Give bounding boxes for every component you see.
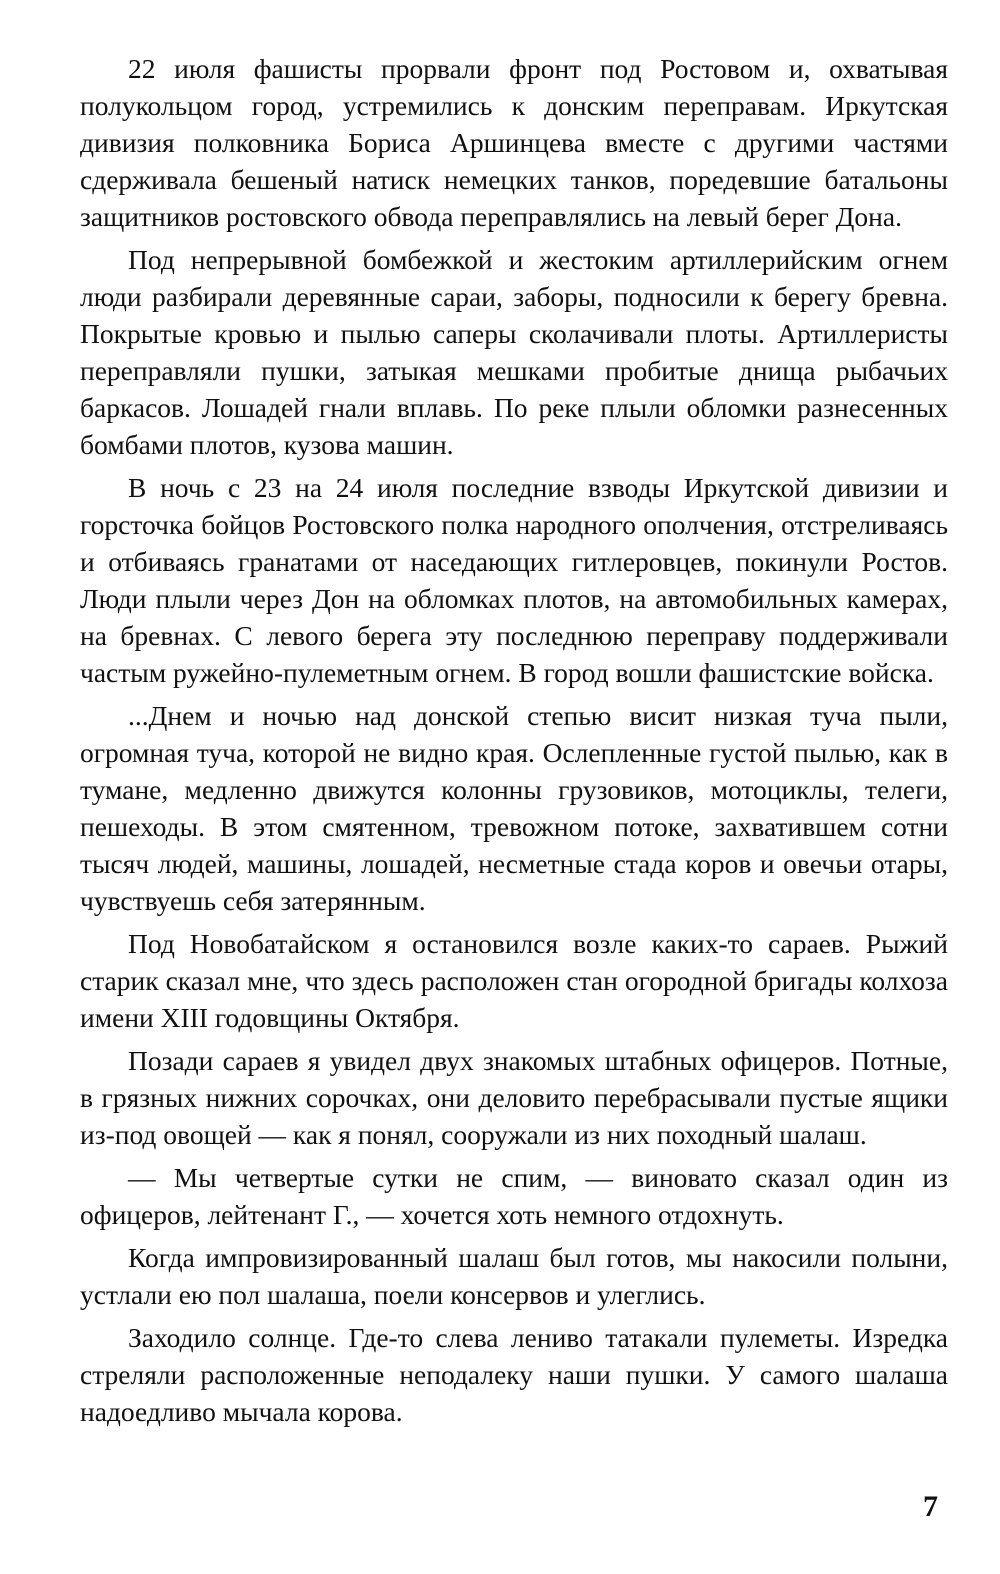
book-page-text xyxy=(80,50,948,1436)
page-number: 7 xyxy=(923,1490,938,1523)
paragraph-3: В ночь с 23 на 24 июля последние взводы Иркутской дивизии и горсточка бойцов Ростовского полка народного ополчения, отстреливаясь и отбиваясь гранатами от наседающих гитлеровцев, покинули Ростов. Люди плыли через Дон на обломках плотов, на автомобильных камерах, на бревнах. С левого берега эту последнюю переправу поддерживали частым ружейно-пулеметным огнем. В город вошли фашистские войска. xyxy=(80,472,948,688)
paragraph-5: Под Новобатайском я остановился возле каких-то сараев. Рыжий старик сказал мне, что здесь расположен стан огородной бригады колхоза имени XIII годовщины Октября. xyxy=(80,928,948,1033)
paragraph-2: Под непрерывной бомбежкой и жестоким артиллерийским огнем люди разбирали деревянные сараи, заборы, подносили к берегу бревна. Покрытые кровью и пылью саперы сколачивали плоты. Артиллеристы переправляли пушки, затыкая мешками пробитые днища рыбачьих баркасов. Лошадей гнали вплавь. По реке плыли обломки разнесенных бомбами плотов, кузова машин. xyxy=(80,244,948,460)
paragraph-8: Когда импровизированный шалаш был готов, мы накосили полыни, устлали ею пол шалаша, поели консервов и улеглись. xyxy=(80,1242,948,1310)
paragraph-7: — Мы четвертые сутки не спим, — виновато сказал один из офицеров, лейтенант Г., — хочется хоть немного отдохнуть. xyxy=(80,1162,948,1230)
paragraph-9: Заходило солнце. Где-то слева лениво татакали пулеметы. Изредка стреляли расположенные неподалеку наши пушки. У самого шалаша надоедливо мычала корова. xyxy=(80,1322,948,1427)
paragraph-1: 22 июля фашисты прорвали фронт под Ростовом и, охватывая полукольцом город, устремились к донским переправам. Иркутская дивизия полковника Бориса Аршинцева вместе с другими частями сдерживала бешеный натиск немецких танков, поредевшие батальоны защитников ростовского обвода переправлялись на левый берег Дона. xyxy=(80,53,948,232)
paragraph-4: ...Днем и ночью над донской степью висит низкая туча пыли, огромная туча, которой не видно края. Ослепленные густой пылью, как в тумане, медленно движутся колонны грузовиков, мотоциклы, телеги, пешеходы. В этом смятенном, тревожном потоке, захватившем сотни тысяч людей, машины, лошадей, несметные стада коров и овечьи отары, чувствуешь себя затерянным. xyxy=(80,700,948,916)
paragraph-6: Позади сараев я увидел двух знакомых штабных офицеров. Потные, в грязных нижних сорочках, они деловито перебрасывали пустые ящики из-под овощей — как я понял, сооружали из них походный шалаш. xyxy=(80,1045,948,1150)
